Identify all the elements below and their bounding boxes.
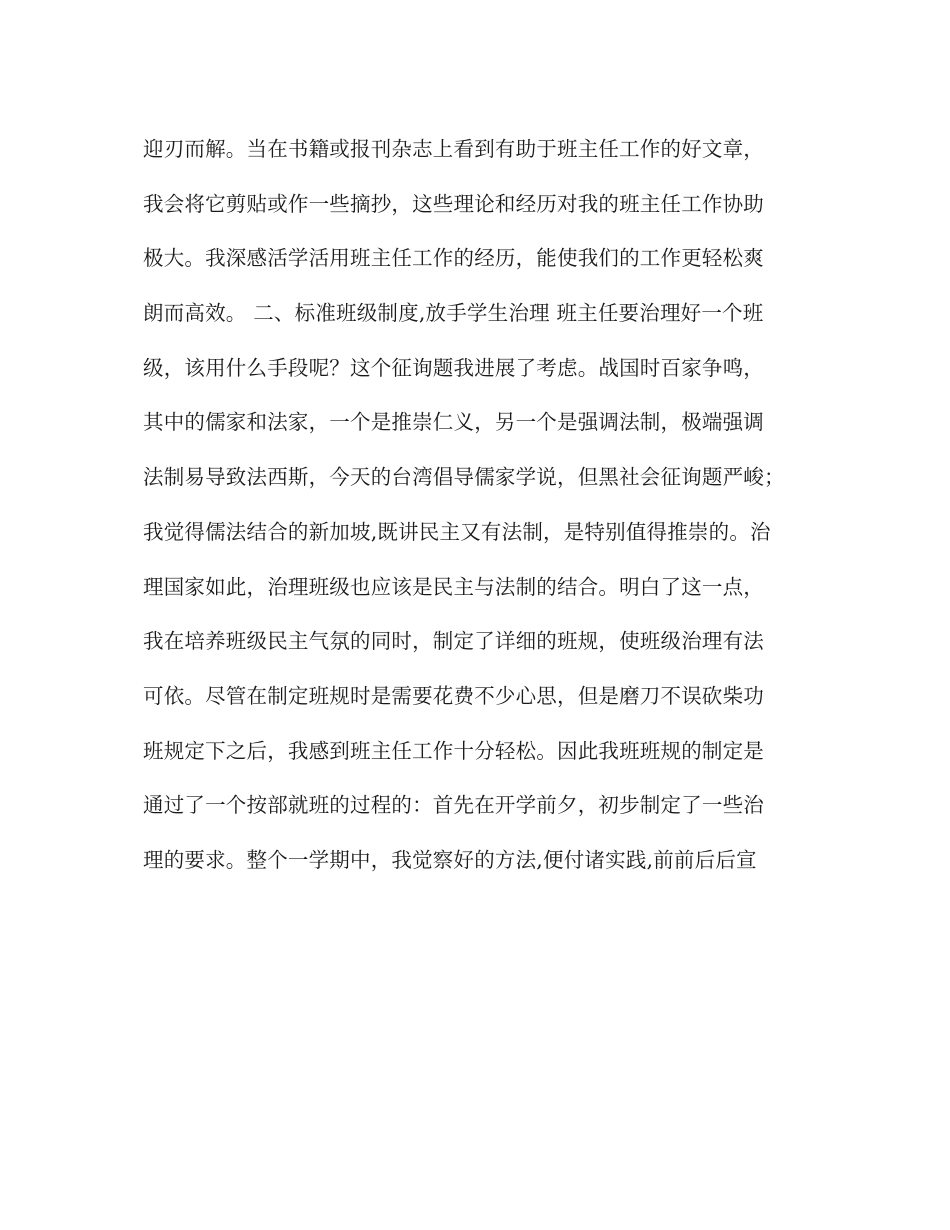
text-line: 我觉得儒法结合的新加坡,既讲民主又有法制，是特别值得推崇的。治 bbox=[143, 519, 771, 544]
text-line: 朗而高效。 二、标准班级制度,放手学生治理 班主任要治理好一个班 bbox=[143, 301, 764, 326]
text-line: 理的要求。整个一学期中，我觉察好的方法,便付诸实践,前前后后宣 bbox=[143, 847, 757, 872]
text-line: 我在培养班级民主气氛的同时，制定了详细的班规，使班级治理有法 bbox=[143, 629, 764, 654]
text-line: 极大。我深感活学活用班主任工作的经历，能使我们的工作更轻松爽 bbox=[143, 246, 764, 271]
text-line: 法制易导致法西斯，今天的台湾倡导儒家学说，但黑社会征询题严峻； bbox=[143, 465, 785, 490]
text-line: 可依。尽管在制定班规时是需要花费不少心思，但是磨刀不误砍柴功 bbox=[143, 683, 764, 708]
text-line: 我会将它剪贴或作一些摘抄，这些理论和经历对我的班主任工作协助 bbox=[143, 191, 764, 216]
text-line: 其中的儒家和法家，一个是推崇仁义，另一个是强调法制，极端强调 bbox=[143, 410, 764, 435]
text-line: 班规定下之后，我感到班主任工作十分轻松。因此我班班规的制定是 bbox=[143, 738, 764, 763]
text-line: 通过了一个按部就班的过程的：首先在开学前夕，初步制定了一些治 bbox=[143, 793, 764, 818]
body-text bbox=[143, 122, 823, 888]
text-line: 迎刃而解。当在书籍或报刊杂志上看到有助于班主任工作的好文章， bbox=[143, 137, 764, 161]
text-line: 理国家如此，治理班级也应该是民主与法制的结合。明白了这一点， bbox=[143, 574, 764, 599]
text-line: 级，该用什么手段呢？这个征询题我进展了考虑。战国时百家争鸣， bbox=[143, 355, 764, 380]
